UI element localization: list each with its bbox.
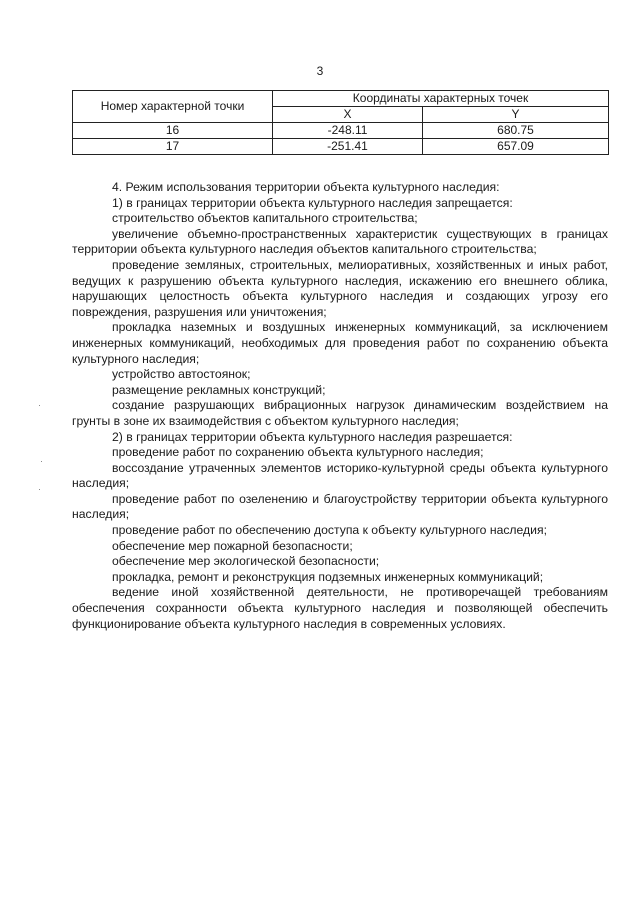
cell-point: 17	[73, 139, 273, 155]
paragraph: 1) в границах территории объекта культурного наследия запрещается:	[112, 195, 513, 210]
table-row	[73, 123, 609, 139]
paragraph: прокладка, ремонт и реконструкция подземных инженерных коммуникаций;	[112, 569, 544, 584]
table-row	[73, 139, 609, 155]
header-x: X	[273, 107, 423, 123]
paragraph: 4. Режим использования территории объекта культурного наследия:	[112, 180, 500, 194]
paragraph: создание разрушающих вибрационных нагрузок динамическим воздействием на грунты в зоне их взаимодействия с объектом культурного наследия;	[72, 398, 608, 428]
scan-speck: ·	[38, 400, 41, 410]
cell-point: 16	[73, 123, 273, 139]
paragraph: 2) в границах территории объекта культурного наследия разрешается:	[112, 429, 513, 444]
paragraph: размещение рекламных конструкций;	[112, 382, 326, 397]
paragraph: устройство автостоянок;	[112, 367, 251, 382]
paragraph: прокладка наземных и воздушных инженерных коммуникаций, за исключением инженерных коммуникаций, необходимых для проведения работ по сохранению объекта культурного наследия;	[72, 320, 608, 366]
header-point-number: Номер характерной точки	[73, 91, 273, 123]
paragraph: строительство объектов капитального строительства;	[112, 211, 418, 226]
cell-y: 657.09	[423, 139, 609, 155]
page-number: 3	[316, 64, 324, 78]
paragraph: проведение работ по озеленению и благоустройству территории объекта культурного наследия;	[72, 491, 608, 522]
cell-x: -251.41	[273, 139, 423, 155]
header-y: Y	[423, 107, 609, 123]
paragraph: проведение работ по обеспечению доступа к объекту культурного наследия;	[112, 523, 547, 538]
cell-y: 680.75	[423, 123, 609, 139]
paragraph: ведение иной хозяйственной деятельности, не противоречащей требованиям обеспечения сохранности объекта культурного наследия и позволяющей обеспечить функционирование объекта культурного наследия в современных условиях.	[72, 585, 608, 631]
paragraph: увеличение объемно-пространственных характеристик существующих в границах территории объекта культурного наследия объектов капитального строительства;	[72, 226, 608, 257]
header-coordinates: Координаты характерных точек	[273, 91, 609, 107]
coordinates-table	[72, 90, 609, 155]
paragraph: обеспечение мер экологической безопасности;	[112, 554, 380, 569]
scan-speck: ·	[38, 484, 41, 494]
paragraph: обеспечение мер пожарной безопасности;	[112, 538, 353, 553]
document-body	[72, 180, 608, 632]
paragraph: проведение земляных, строительных, мелиоративных, хозяйственных и иных работ, ведущих к разрушению объекта культурного наследия, искажению его внешнего облика, нарушающих целостность объекта культурного наследия и создающих угрозу его повреждения, разрушения или уничтожения;	[72, 257, 608, 319]
paragraph: воссоздание утраченных элементов историко-культурной среды объекта культурного наследия;	[72, 460, 608, 491]
cell-x: -248.11	[273, 123, 423, 139]
scan-speck: ·	[40, 456, 43, 466]
paragraph: проведение работ по сохранению объекта культурного наследия;	[112, 445, 484, 460]
